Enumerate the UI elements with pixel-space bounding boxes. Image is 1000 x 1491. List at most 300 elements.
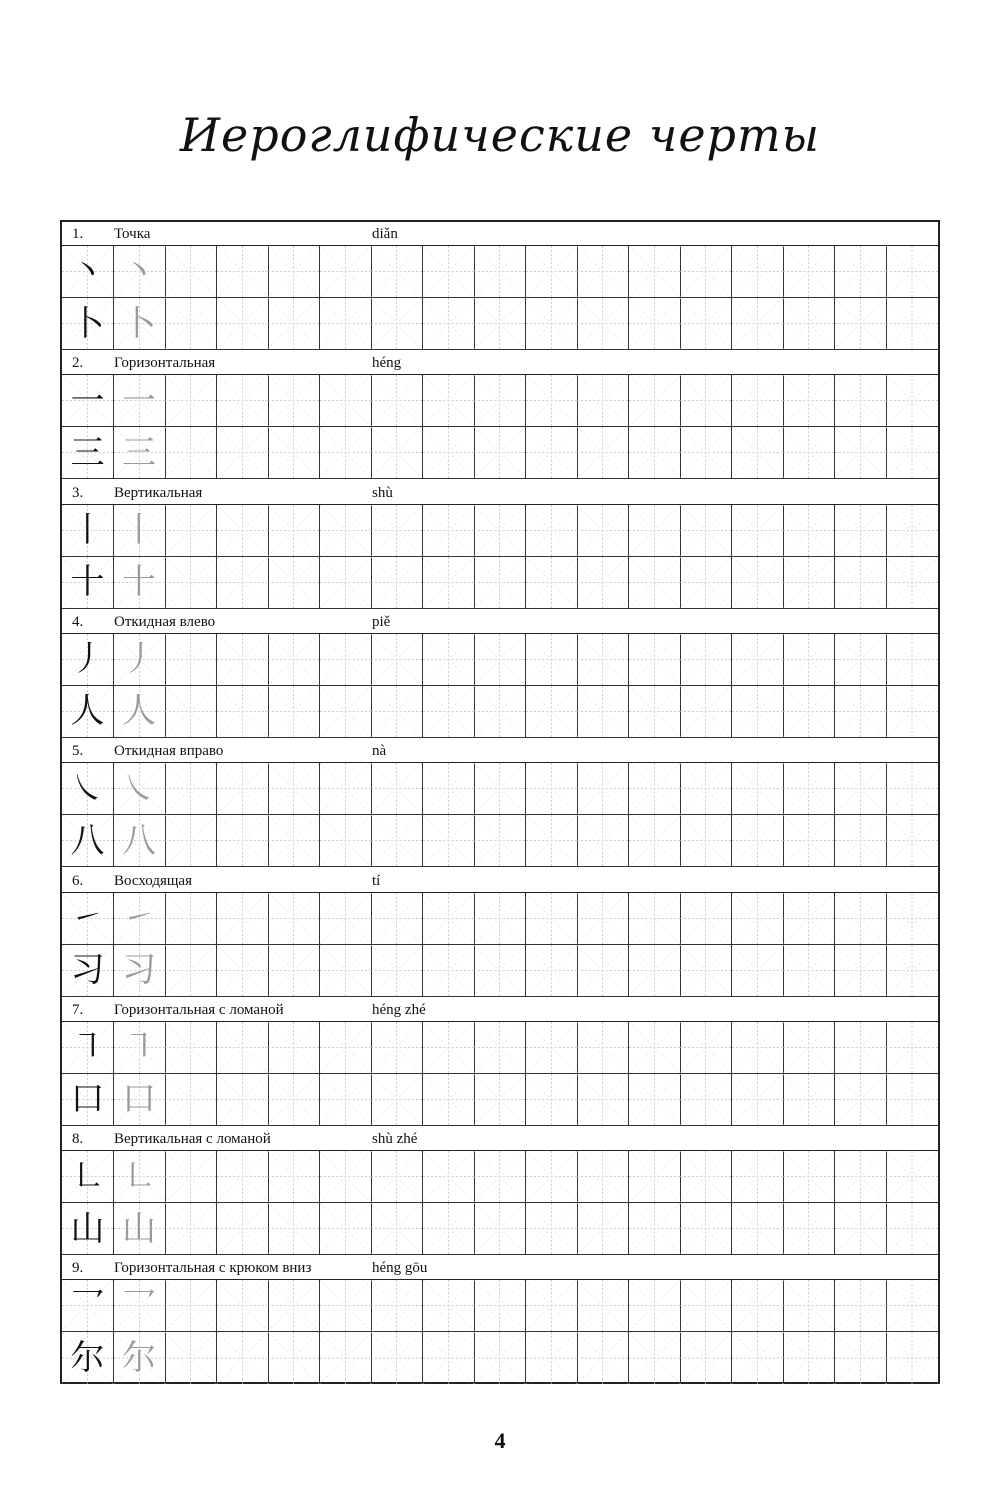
practice-cell[interactable]	[165, 815, 217, 867]
practice-cell[interactable]	[217, 375, 269, 427]
practice-cell[interactable]	[886, 557, 938, 609]
practice-cell[interactable]	[423, 763, 475, 815]
practice-cell[interactable]	[371, 686, 423, 738]
practice-cell[interactable]	[577, 1022, 629, 1074]
practice-cell[interactable]	[423, 557, 475, 609]
practice-cell[interactable]	[371, 1332, 423, 1384]
practice-cell[interactable]	[371, 634, 423, 686]
practice-cell[interactable]	[680, 505, 732, 557]
practice-cell[interactable]	[217, 1074, 269, 1126]
practice-cell[interactable]	[577, 893, 629, 945]
practice-cell[interactable]	[680, 763, 732, 815]
practice-cell[interactable]	[114, 815, 166, 867]
practice-cell[interactable]	[474, 1151, 526, 1203]
practice-cell[interactable]	[577, 815, 629, 867]
practice-cell[interactable]	[371, 945, 423, 997]
practice-cell[interactable]	[474, 1074, 526, 1126]
practice-cell[interactable]	[526, 246, 578, 298]
practice-cell[interactable]	[371, 815, 423, 867]
practice-cell[interactable]	[474, 505, 526, 557]
practice-cell[interactable]	[114, 1203, 166, 1255]
practice-cell[interactable]	[371, 1203, 423, 1255]
practice-cell[interactable]	[680, 298, 732, 350]
practice-cell[interactable]	[526, 945, 578, 997]
practice-cell[interactable]	[320, 763, 372, 815]
practice-cell[interactable]	[371, 427, 423, 479]
practice-cell[interactable]	[217, 1203, 269, 1255]
practice-cell[interactable]	[732, 634, 784, 686]
practice-cell[interactable]	[577, 1280, 629, 1332]
practice-cell[interactable]	[217, 893, 269, 945]
practice-cell[interactable]	[835, 298, 887, 350]
practice-cell[interactable]	[886, 634, 938, 686]
practice-cell[interactable]	[268, 298, 320, 350]
practice-cell[interactable]	[526, 1151, 578, 1203]
practice-cell[interactable]	[320, 246, 372, 298]
practice-cell[interactable]	[320, 1151, 372, 1203]
practice-cell[interactable]	[62, 1203, 114, 1255]
practice-cell[interactable]	[577, 1332, 629, 1384]
practice-cell[interactable]	[165, 1022, 217, 1074]
practice-cell[interactable]	[835, 246, 887, 298]
practice-cell[interactable]	[577, 763, 629, 815]
practice-cell[interactable]	[62, 634, 114, 686]
practice-cell[interactable]	[886, 1022, 938, 1074]
practice-cell[interactable]	[577, 505, 629, 557]
practice-cell[interactable]	[114, 375, 166, 427]
practice-cell[interactable]	[732, 1074, 784, 1126]
practice-cell[interactable]	[371, 763, 423, 815]
practice-cell[interactable]	[886, 375, 938, 427]
practice-cell[interactable]	[423, 427, 475, 479]
practice-cell[interactable]	[423, 1022, 475, 1074]
practice-cell[interactable]	[629, 1332, 681, 1384]
practice-cell[interactable]	[62, 815, 114, 867]
practice-cell[interactable]	[423, 298, 475, 350]
practice-cell[interactable]	[783, 893, 835, 945]
practice-cell[interactable]	[835, 375, 887, 427]
practice-cell[interactable]	[114, 634, 166, 686]
practice-cell[interactable]	[886, 945, 938, 997]
practice-cell[interactable]	[835, 815, 887, 867]
practice-cell[interactable]	[577, 298, 629, 350]
practice-cell[interactable]	[783, 1203, 835, 1255]
practice-cell[interactable]	[732, 375, 784, 427]
practice-cell[interactable]	[320, 634, 372, 686]
practice-cell[interactable]	[577, 1074, 629, 1126]
practice-cell[interactable]	[732, 763, 784, 815]
practice-cell[interactable]	[217, 634, 269, 686]
practice-cell[interactable]	[886, 1332, 938, 1384]
practice-cell[interactable]	[62, 246, 114, 298]
practice-cell[interactable]	[629, 375, 681, 427]
practice-cell[interactable]	[835, 1280, 887, 1332]
practice-cell[interactable]	[835, 893, 887, 945]
practice-cell[interactable]	[732, 686, 784, 738]
practice-cell[interactable]	[732, 945, 784, 997]
practice-cell[interactable]	[165, 686, 217, 738]
practice-cell[interactable]	[732, 1151, 784, 1203]
practice-cell[interactable]	[629, 298, 681, 350]
practice-cell[interactable]	[423, 1332, 475, 1384]
practice-cell[interactable]	[783, 1022, 835, 1074]
practice-cell[interactable]	[680, 427, 732, 479]
practice-cell[interactable]	[423, 1203, 475, 1255]
practice-cell[interactable]	[886, 1280, 938, 1332]
practice-cell[interactable]	[165, 945, 217, 997]
practice-cell[interactable]	[680, 557, 732, 609]
practice-cell[interactable]	[680, 815, 732, 867]
practice-cell[interactable]	[474, 686, 526, 738]
practice-cell[interactable]	[835, 1203, 887, 1255]
practice-cell[interactable]	[732, 1203, 784, 1255]
practice-cell[interactable]	[577, 557, 629, 609]
practice-cell[interactable]	[268, 505, 320, 557]
practice-cell[interactable]	[114, 1332, 166, 1384]
practice-cell[interactable]	[783, 815, 835, 867]
practice-cell[interactable]	[268, 427, 320, 479]
practice-cell[interactable]	[629, 763, 681, 815]
practice-cell[interactable]	[629, 1280, 681, 1332]
practice-cell[interactable]	[62, 298, 114, 350]
practice-cell[interactable]	[783, 686, 835, 738]
practice-cell[interactable]	[886, 686, 938, 738]
practice-cell[interactable]	[629, 557, 681, 609]
practice-cell[interactable]	[165, 634, 217, 686]
practice-cell[interactable]	[680, 1203, 732, 1255]
practice-cell[interactable]	[320, 1280, 372, 1332]
practice-cell[interactable]	[474, 763, 526, 815]
practice-cell[interactable]	[320, 686, 372, 738]
practice-cell[interactable]	[268, 375, 320, 427]
practice-cell[interactable]	[680, 686, 732, 738]
practice-cell[interactable]	[732, 505, 784, 557]
practice-cell[interactable]	[165, 375, 217, 427]
practice-cell[interactable]	[886, 427, 938, 479]
practice-cell[interactable]	[474, 1022, 526, 1074]
practice-cell[interactable]	[474, 893, 526, 945]
practice-cell[interactable]	[423, 1280, 475, 1332]
practice-cell[interactable]	[62, 505, 114, 557]
practice-cell[interactable]	[217, 505, 269, 557]
practice-cell[interactable]	[62, 763, 114, 815]
practice-cell[interactable]	[732, 893, 784, 945]
practice-cell[interactable]	[217, 945, 269, 997]
practice-cell[interactable]	[474, 1332, 526, 1384]
practice-cell[interactable]	[320, 505, 372, 557]
practice-cell[interactable]	[423, 686, 475, 738]
practice-cell[interactable]	[423, 815, 475, 867]
practice-cell[interactable]	[114, 427, 166, 479]
practice-cell[interactable]	[217, 686, 269, 738]
practice-cell[interactable]	[62, 427, 114, 479]
practice-cell[interactable]	[732, 246, 784, 298]
practice-cell[interactable]	[268, 893, 320, 945]
practice-cell[interactable]	[629, 1074, 681, 1126]
practice-cell[interactable]	[526, 1332, 578, 1384]
practice-cell[interactable]	[320, 815, 372, 867]
practice-cell[interactable]	[268, 634, 320, 686]
practice-cell[interactable]	[320, 298, 372, 350]
practice-cell[interactable]	[526, 427, 578, 479]
practice-cell[interactable]	[886, 1074, 938, 1126]
practice-cell[interactable]	[165, 557, 217, 609]
practice-cell[interactable]	[474, 246, 526, 298]
practice-cell[interactable]	[732, 557, 784, 609]
practice-cell[interactable]	[835, 557, 887, 609]
practice-cell[interactable]	[783, 1074, 835, 1126]
practice-cell[interactable]	[783, 375, 835, 427]
practice-cell[interactable]	[577, 1151, 629, 1203]
practice-cell[interactable]	[165, 1332, 217, 1384]
practice-cell[interactable]	[320, 1074, 372, 1126]
practice-cell[interactable]	[629, 686, 681, 738]
practice-cell[interactable]	[371, 375, 423, 427]
practice-cell[interactable]	[114, 686, 166, 738]
practice-cell[interactable]	[629, 945, 681, 997]
practice-cell[interactable]	[886, 505, 938, 557]
practice-cell[interactable]	[268, 945, 320, 997]
practice-cell[interactable]	[423, 375, 475, 427]
practice-cell[interactable]	[114, 1151, 166, 1203]
practice-cell[interactable]	[62, 893, 114, 945]
practice-cell[interactable]	[371, 298, 423, 350]
practice-cell[interactable]	[526, 1074, 578, 1126]
practice-cell[interactable]	[680, 1022, 732, 1074]
practice-cell[interactable]	[629, 1203, 681, 1255]
practice-cell[interactable]	[526, 1203, 578, 1255]
practice-cell[interactable]	[835, 427, 887, 479]
practice-cell[interactable]	[268, 1022, 320, 1074]
practice-cell[interactable]	[783, 557, 835, 609]
practice-cell[interactable]	[680, 1332, 732, 1384]
practice-cell[interactable]	[577, 686, 629, 738]
practice-cell[interactable]	[629, 1022, 681, 1074]
practice-cell[interactable]	[371, 1074, 423, 1126]
practice-cell[interactable]	[371, 246, 423, 298]
practice-cell[interactable]	[629, 505, 681, 557]
practice-cell[interactable]	[783, 1332, 835, 1384]
practice-cell[interactable]	[783, 505, 835, 557]
practice-cell[interactable]	[268, 686, 320, 738]
practice-cell[interactable]	[371, 893, 423, 945]
practice-cell[interactable]	[577, 945, 629, 997]
practice-cell[interactable]	[217, 1280, 269, 1332]
practice-cell[interactable]	[629, 246, 681, 298]
practice-cell[interactable]	[268, 557, 320, 609]
practice-cell[interactable]	[474, 375, 526, 427]
practice-cell[interactable]	[320, 427, 372, 479]
practice-cell[interactable]	[526, 298, 578, 350]
practice-cell[interactable]	[423, 505, 475, 557]
practice-cell[interactable]	[474, 557, 526, 609]
practice-cell[interactable]	[423, 893, 475, 945]
practice-cell[interactable]	[268, 1151, 320, 1203]
practice-cell[interactable]	[526, 1022, 578, 1074]
practice-cell[interactable]	[680, 375, 732, 427]
practice-cell[interactable]	[680, 634, 732, 686]
practice-cell[interactable]	[217, 298, 269, 350]
practice-cell[interactable]	[835, 945, 887, 997]
practice-cell[interactable]	[835, 1332, 887, 1384]
practice-cell[interactable]	[371, 1280, 423, 1332]
practice-cell[interactable]	[526, 557, 578, 609]
practice-cell[interactable]	[732, 1022, 784, 1074]
practice-cell[interactable]	[886, 1151, 938, 1203]
practice-cell[interactable]	[62, 375, 114, 427]
practice-cell[interactable]	[732, 815, 784, 867]
practice-cell[interactable]	[268, 1332, 320, 1384]
practice-cell[interactable]	[886, 246, 938, 298]
practice-cell[interactable]	[217, 1022, 269, 1074]
practice-cell[interactable]	[320, 1022, 372, 1074]
practice-cell[interactable]	[577, 634, 629, 686]
practice-cell[interactable]	[114, 763, 166, 815]
practice-cell[interactable]	[165, 763, 217, 815]
practice-cell[interactable]	[474, 945, 526, 997]
practice-cell[interactable]	[732, 427, 784, 479]
practice-cell[interactable]	[526, 505, 578, 557]
practice-cell[interactable]	[268, 815, 320, 867]
practice-cell[interactable]	[577, 427, 629, 479]
practice-cell[interactable]	[217, 427, 269, 479]
practice-cell[interactable]	[629, 815, 681, 867]
practice-cell[interactable]	[217, 1332, 269, 1384]
practice-cell[interactable]	[474, 427, 526, 479]
practice-cell[interactable]	[62, 1074, 114, 1126]
practice-cell[interactable]	[835, 1022, 887, 1074]
practice-cell[interactable]	[320, 1332, 372, 1384]
practice-cell[interactable]	[165, 246, 217, 298]
practice-cell[interactable]	[62, 1332, 114, 1384]
practice-cell[interactable]	[474, 298, 526, 350]
practice-cell[interactable]	[423, 634, 475, 686]
practice-cell[interactable]	[783, 763, 835, 815]
practice-cell[interactable]	[114, 298, 166, 350]
practice-cell[interactable]	[680, 945, 732, 997]
practice-cell[interactable]	[783, 298, 835, 350]
practice-cell[interactable]	[629, 427, 681, 479]
practice-cell[interactable]	[371, 505, 423, 557]
practice-cell[interactable]	[62, 1022, 114, 1074]
practice-cell[interactable]	[62, 557, 114, 609]
practice-cell[interactable]	[268, 763, 320, 815]
practice-cell[interactable]	[783, 945, 835, 997]
practice-cell[interactable]	[371, 557, 423, 609]
practice-cell[interactable]	[371, 1022, 423, 1074]
practice-cell[interactable]	[114, 246, 166, 298]
practice-cell[interactable]	[680, 1151, 732, 1203]
practice-cell[interactable]	[268, 246, 320, 298]
practice-cell[interactable]	[526, 375, 578, 427]
practice-cell[interactable]	[783, 1151, 835, 1203]
practice-cell[interactable]	[577, 1203, 629, 1255]
practice-cell[interactable]	[526, 893, 578, 945]
practice-cell[interactable]	[320, 945, 372, 997]
practice-cell[interactable]	[783, 634, 835, 686]
practice-cell[interactable]	[62, 1151, 114, 1203]
practice-cell[interactable]	[732, 298, 784, 350]
practice-cell[interactable]	[165, 427, 217, 479]
practice-cell[interactable]	[217, 1151, 269, 1203]
practice-cell[interactable]	[526, 634, 578, 686]
practice-cell[interactable]	[680, 1280, 732, 1332]
practice-cell[interactable]	[783, 246, 835, 298]
practice-cell[interactable]	[320, 375, 372, 427]
practice-cell[interactable]	[886, 815, 938, 867]
practice-cell[interactable]	[114, 505, 166, 557]
practice-cell[interactable]	[886, 763, 938, 815]
practice-cell[interactable]	[474, 634, 526, 686]
practice-cell[interactable]	[474, 815, 526, 867]
practice-cell[interactable]	[629, 1151, 681, 1203]
practice-cell[interactable]	[114, 1280, 166, 1332]
practice-cell[interactable]	[680, 893, 732, 945]
practice-cell[interactable]	[320, 557, 372, 609]
practice-cell[interactable]	[268, 1203, 320, 1255]
practice-cell[interactable]	[114, 1022, 166, 1074]
practice-cell[interactable]	[886, 893, 938, 945]
practice-cell[interactable]	[835, 634, 887, 686]
practice-cell[interactable]	[474, 1280, 526, 1332]
practice-cell[interactable]	[423, 1151, 475, 1203]
practice-cell[interactable]	[114, 557, 166, 609]
practice-cell[interactable]	[62, 686, 114, 738]
practice-cell[interactable]	[629, 893, 681, 945]
practice-cell[interactable]	[165, 1074, 217, 1126]
practice-cell[interactable]	[217, 246, 269, 298]
practice-cell[interactable]	[680, 1074, 732, 1126]
practice-cell[interactable]	[320, 893, 372, 945]
practice-cell[interactable]	[217, 815, 269, 867]
practice-cell[interactable]	[526, 1280, 578, 1332]
practice-cell[interactable]	[423, 246, 475, 298]
practice-cell[interactable]	[629, 634, 681, 686]
practice-cell[interactable]	[268, 1280, 320, 1332]
practice-cell[interactable]	[732, 1332, 784, 1384]
practice-cell[interactable]	[165, 1280, 217, 1332]
practice-cell[interactable]	[165, 505, 217, 557]
practice-cell[interactable]	[577, 246, 629, 298]
practice-cell[interactable]	[371, 1151, 423, 1203]
practice-cell[interactable]	[886, 1203, 938, 1255]
practice-cell[interactable]	[165, 1151, 217, 1203]
practice-cell[interactable]	[526, 815, 578, 867]
practice-cell[interactable]	[114, 945, 166, 997]
practice-cell[interactable]	[835, 763, 887, 815]
practice-cell[interactable]	[320, 1203, 372, 1255]
practice-cell[interactable]	[835, 1151, 887, 1203]
practice-cell[interactable]	[835, 1074, 887, 1126]
practice-cell[interactable]	[217, 557, 269, 609]
practice-cell[interactable]	[474, 1203, 526, 1255]
practice-cell[interactable]	[62, 945, 114, 997]
practice-cell[interactable]	[423, 1074, 475, 1126]
practice-cell[interactable]	[680, 246, 732, 298]
practice-cell[interactable]	[526, 686, 578, 738]
practice-cell[interactable]	[268, 1074, 320, 1126]
practice-cell[interactable]	[165, 893, 217, 945]
practice-cell[interactable]	[732, 1280, 784, 1332]
practice-cell[interactable]	[526, 763, 578, 815]
practice-cell[interactable]	[423, 945, 475, 997]
practice-cell[interactable]	[62, 1280, 114, 1332]
practice-cell[interactable]	[835, 505, 887, 557]
practice-cell[interactable]	[886, 298, 938, 350]
practice-cell[interactable]	[835, 686, 887, 738]
practice-cell[interactable]	[114, 1074, 166, 1126]
practice-cell[interactable]	[783, 1280, 835, 1332]
